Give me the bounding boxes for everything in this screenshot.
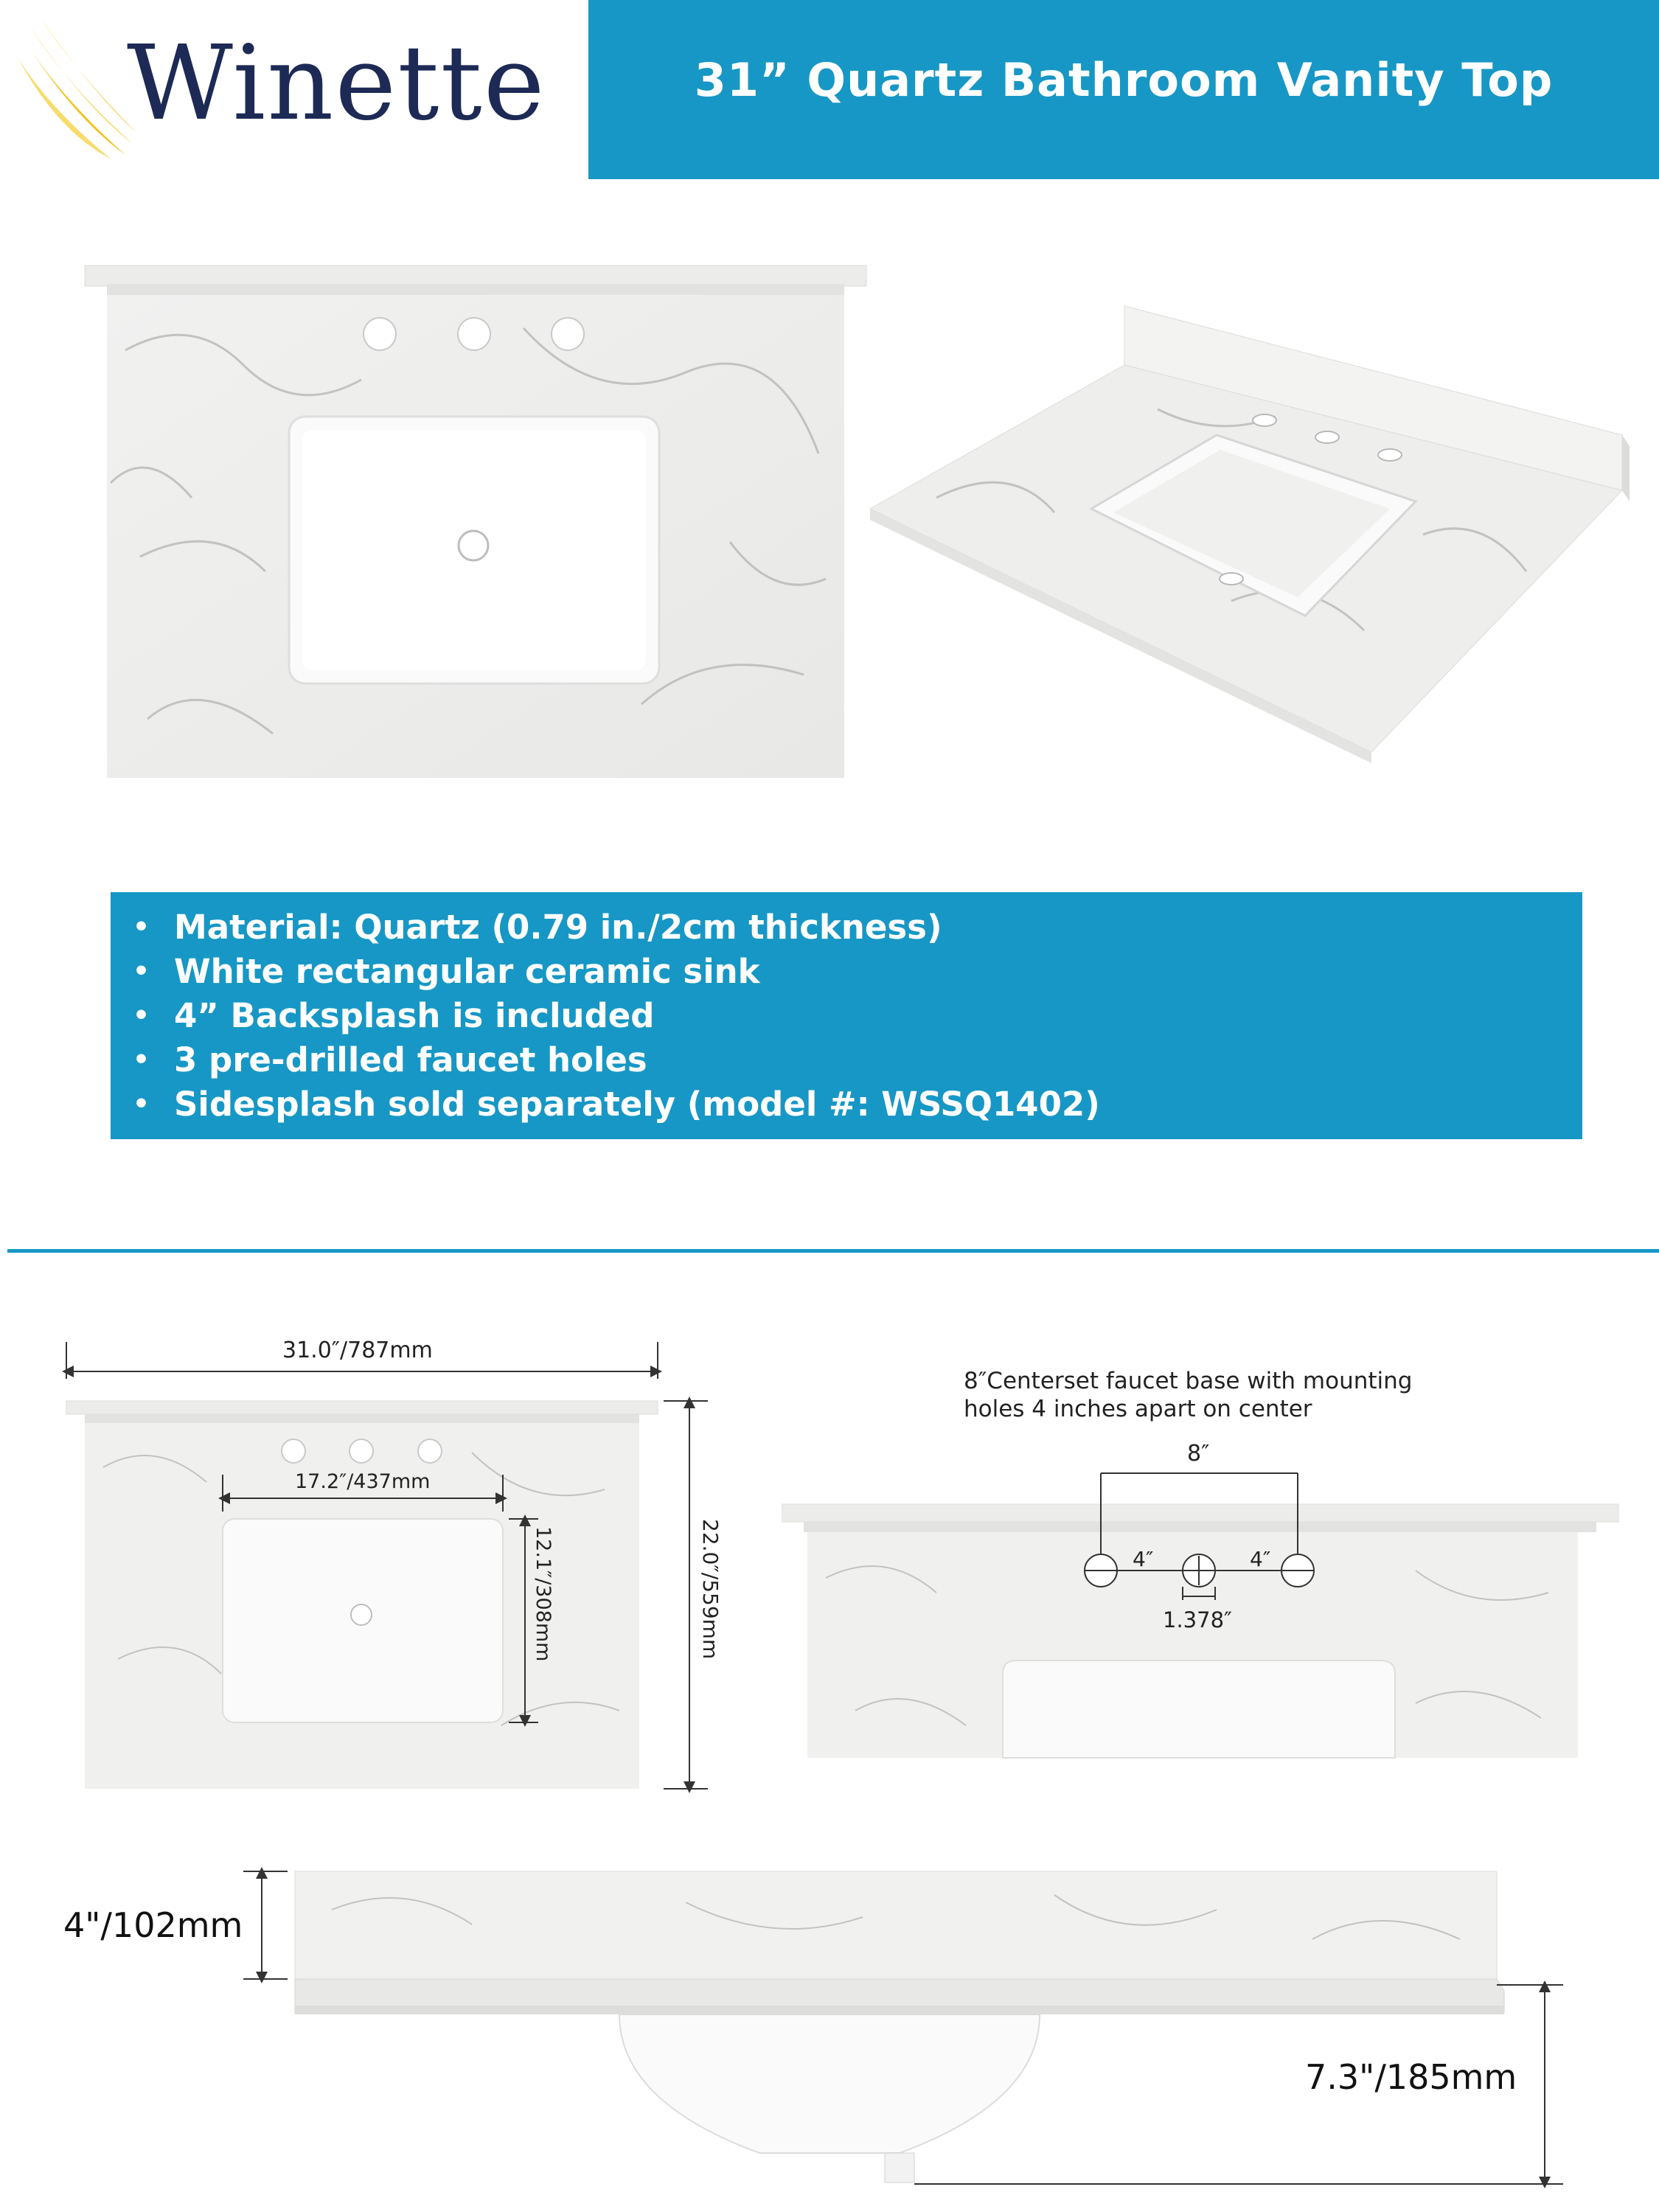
feature-sidesplash: • Sidesplash sold separately (model #: WSSQ1402) xyxy=(111,1082,1100,1127)
top-view-diagram xyxy=(59,1342,723,1806)
width-dimension-label: 31.0″/787mm xyxy=(282,1338,433,1363)
sink-depth-label: 12.1″/308mm xyxy=(532,1526,554,1662)
hole-spacing-right-label: 4″ xyxy=(1250,1547,1271,1571)
feature-material: • Material: Quartz (0.79 in./2cm thickness) xyxy=(111,905,1100,950)
vanity-top-angled-image xyxy=(863,291,1630,763)
feature-backsplash: • 4” Backsplash is included xyxy=(111,994,1100,1038)
faucet-note-line1: 8″Centerset faucet base with mounting xyxy=(964,1368,1413,1394)
logo-swoosh-icon xyxy=(15,15,140,162)
feature-sink: • White rectangular ceramic sink xyxy=(111,950,1100,994)
feature-faucet-holes: • 3 pre-drilled faucet holes xyxy=(111,1038,1100,1082)
section-divider xyxy=(7,1249,1659,1253)
features-list xyxy=(111,905,1100,1127)
hole-diameter-label: 1.378″ xyxy=(1163,1607,1232,1632)
faucet-note-line2: holes 4 inches apart on center xyxy=(964,1396,1312,1422)
vanity-top-front-image xyxy=(81,262,870,785)
brand-name: Winette xyxy=(127,24,546,144)
centerset-label: 8″ xyxy=(1187,1441,1210,1467)
backsplash-height-label: 4"/102mm xyxy=(63,1905,243,1945)
features-box xyxy=(111,892,1582,1139)
page-title: 31” Quartz Bathroom Vanity Top xyxy=(694,53,1554,107)
side-view-diagram xyxy=(243,1858,1593,2205)
sink-width-label: 17.2″/437mm xyxy=(295,1470,431,1493)
depth-dimension-label: 22.0″/559mm xyxy=(698,1519,723,1660)
sink-drop-label: 7.3"/185mm xyxy=(1305,2057,1517,2097)
hole-spacing-left-label: 4″ xyxy=(1133,1547,1154,1571)
